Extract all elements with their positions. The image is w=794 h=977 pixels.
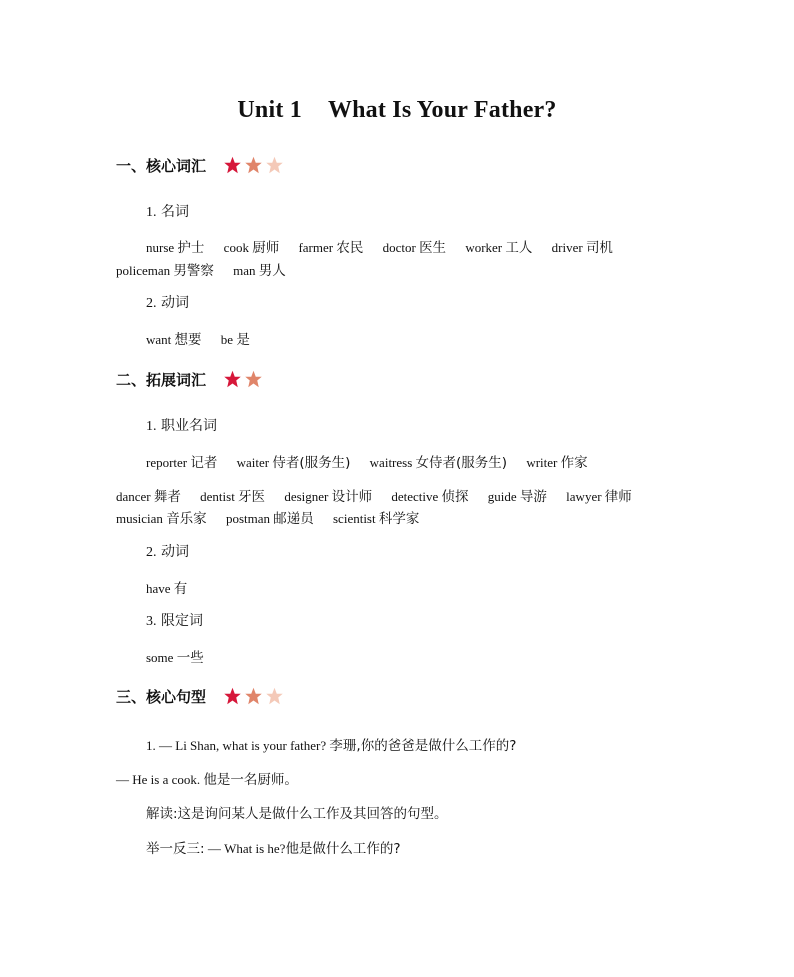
word-pair: driver 司机 xyxy=(551,240,613,256)
word-pair: reporter 记者 xyxy=(146,455,218,471)
word-pair: doctor 医生 xyxy=(382,240,447,256)
page-title xyxy=(0,97,794,124)
subheading-verbs-2: 2. 动词 xyxy=(146,544,189,560)
star-icon xyxy=(244,156,263,174)
section-heading-text: 一、核心词汇 xyxy=(116,157,207,175)
word-pair: detective 侦探 xyxy=(391,489,469,505)
word-pair: waiter 侍者(服务生) xyxy=(236,455,351,471)
star-icon xyxy=(244,687,263,705)
word-pair: some 一些 xyxy=(146,650,204,666)
word-pair: postman 邮递员 xyxy=(225,511,314,527)
vocab-line-jobs-2 xyxy=(116,485,632,505)
vocab-line-jobs-1 xyxy=(146,451,588,471)
vocab-line-determiners xyxy=(146,646,204,666)
word-pair: be 是 xyxy=(220,332,250,348)
vocab-line-nouns-2 xyxy=(116,259,286,279)
word-pair: want 想要 xyxy=(146,332,202,348)
section-heading-text: 三、核心句型 xyxy=(116,688,207,706)
star-rating xyxy=(223,687,286,709)
section-heading-core-sentences xyxy=(116,686,286,709)
word-pair: nurse 护士 xyxy=(146,240,205,256)
word-pair: writer 作家 xyxy=(526,455,588,471)
word-pair: waitress 女侍者(服务生) xyxy=(369,455,508,471)
star-rating xyxy=(223,156,286,178)
sentence-question: 1. — Li Shan, what is your father? 李珊,你的爸爸是做什么工作的? xyxy=(146,738,517,754)
subheading-determiners: 3. 限定词 xyxy=(146,613,203,629)
word-pair: have 有 xyxy=(146,581,188,597)
word-pair: man 男人 xyxy=(233,263,286,279)
word-pair: dentist 牙医 xyxy=(200,489,266,505)
title-unit: Unit 1 xyxy=(237,97,302,123)
word-pair: worker 工人 xyxy=(465,240,533,256)
subheading-job-nouns: 1. 职业名词 xyxy=(146,418,217,434)
section-heading-text: 二、拓展词汇 xyxy=(116,371,207,389)
word-pair: guide 导游 xyxy=(487,489,547,505)
word-pair: musician 音乐家 xyxy=(116,511,207,527)
word-pair: farmer 农民 xyxy=(298,240,364,256)
sentence-example: 举一反三: — What is he?他是做什么工作的? xyxy=(146,841,401,857)
star-rating xyxy=(223,370,265,392)
section-heading-core-vocab xyxy=(116,155,286,178)
star-icon xyxy=(223,687,242,705)
word-pair: scientist 科学家 xyxy=(333,511,420,527)
star-icon xyxy=(223,370,242,388)
vocab-line-nouns-1 xyxy=(146,236,613,256)
subheading-nouns: 1. 名词 xyxy=(146,204,189,220)
word-pair: designer 设计师 xyxy=(284,489,373,505)
word-pair: dancer 舞者 xyxy=(116,489,181,505)
subheading-verbs: 2. 动词 xyxy=(146,295,189,311)
star-icon xyxy=(244,370,263,388)
star-icon xyxy=(265,687,284,705)
star-icon xyxy=(223,156,242,174)
word-pair: cook 厨师 xyxy=(223,240,280,256)
vocab-line-jobs-3 xyxy=(116,507,419,527)
title-text: What Is Your Father? xyxy=(327,97,557,123)
vocab-line-verbs xyxy=(146,328,250,348)
word-pair: lawyer 律师 xyxy=(566,489,632,505)
sentence-explanation: 解读:这是询问某人是做什么工作及其回答的句型。 xyxy=(146,806,448,822)
vocab-line-verbs-2 xyxy=(146,577,187,597)
section-heading-extended-vocab xyxy=(116,369,265,392)
sentence-answer: — He is a cook. 他是一名厨师。 xyxy=(116,772,298,788)
word-pair: policeman 男警察 xyxy=(116,263,214,279)
star-icon xyxy=(265,156,284,174)
